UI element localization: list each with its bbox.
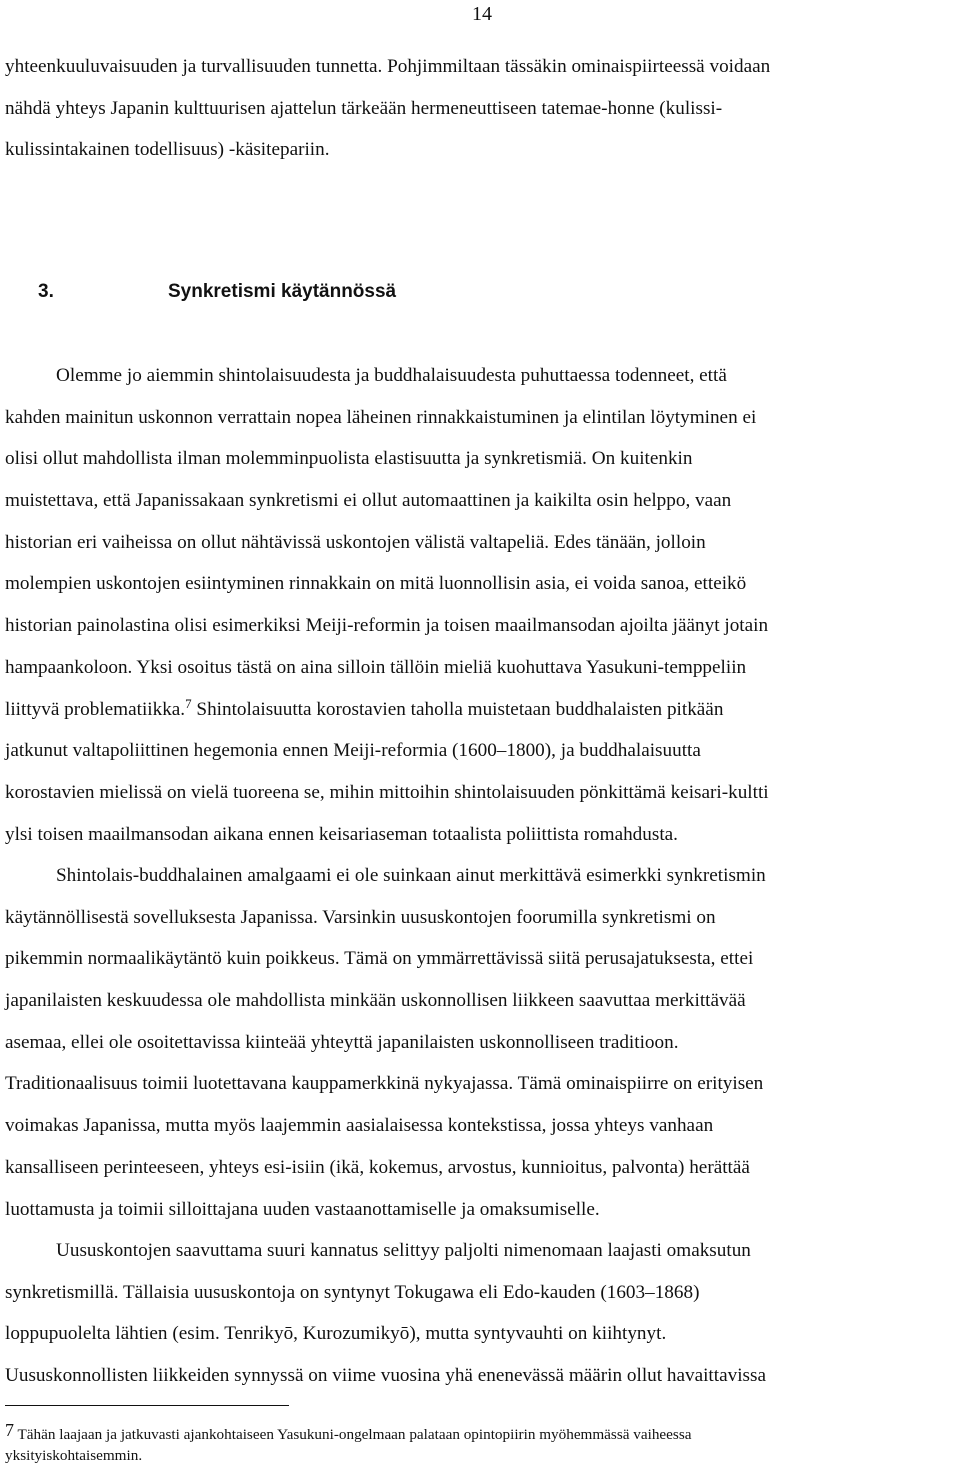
text-line: Uususkontojen saavuttama suuri kannatus selittyy paljolti nimenomaan laajasti omaksutun xyxy=(56,1240,751,1261)
text-line: Olemme jo aiemmin shintolaisuudesta ja buddhalaisuudesta puhuttaessa todenneet, että xyxy=(56,365,727,386)
footnote-mark: 7 xyxy=(5,1420,14,1440)
intro-paragraph xyxy=(5,46,960,171)
section-heading xyxy=(38,272,396,312)
text-line: käytännöllisestä sovelluksesta Japanissa. Varsinkin uususkontojen foorumilla synkretismi on xyxy=(5,906,716,928)
text-line: jatkunut valtapoliittinen hegemonia ennen Meiji-reformia (1600–1800), ja buddhalaisuutta xyxy=(5,740,701,762)
text-line: olisi ollut mahdollista ilman molemminpuolista elastisuutta ja synkretismiä. On kuitenkin xyxy=(5,448,693,470)
text-line: kahden mainitun uskonnon verrattain nopea läheinen rinnakkaistuminen ja elintilan löytyminen ei xyxy=(5,406,757,428)
text-line: historian painolastina olisi esimerkiksi Meiji-reformin ja toisen maailmansodan ajoilta jäänyt jotain xyxy=(5,615,769,637)
text-line: kulissintakainen todellisuus) -käsitepariin. xyxy=(5,139,330,161)
footnote-reference[interactable]: 7 xyxy=(185,695,192,711)
text-line: molempien uskontojen esiintyminen rinnakkain on mitä luonnollisin asia, ei voida sanoa, etteikö xyxy=(5,573,747,595)
text-line: voimakas Japanissa, mutta myös laajemmin aasialaisessa kontekstissa, jossa yhteys vanhaan xyxy=(5,1115,714,1137)
footnote-line xyxy=(5,1420,960,1445)
text-line-with-footnote-ref xyxy=(5,689,960,731)
footnote-line: yksityiskohtaisemmin. xyxy=(5,1447,143,1464)
text-line: japanilaisten keskuudessa ole mahdollista minkään uskonnollisen liikkeen saavuttaa merkittävää xyxy=(5,990,746,1012)
text-line: Traditionaalisuus toimii luotettavana kauppamerkkinä nykyajassa. Tämä ominaispiirre on erityisen xyxy=(5,1073,764,1095)
text-line: nähdä yhteys Japanin kulttuurisen ajattelun tärkeään hermeneuttiseen tatemae-honne (kulissi- xyxy=(5,97,723,119)
paragraph-2 xyxy=(5,855,960,1230)
text-line: Uususkonnollisten liikkeiden synnyssä on viime vuosina yhä enenevässä määrin ollut havaittavissa xyxy=(5,1365,766,1387)
text-line: historian eri vaiheissa on ollut nähtävissä uskontojen välistä valtapeliä. Edes tänään, jolloin xyxy=(5,531,706,553)
text-line: ylsi toisen maailmansodan aikana ennen keisariaseman totaalista poliittista romahdusta. xyxy=(5,823,678,845)
text-line: korostavien mielissä on vielä tuoreena se, mihin mittoihin shintolaisuuden pönkittämä keisari-kultti xyxy=(5,781,769,803)
paragraph-3 xyxy=(5,1230,960,1397)
section-title: Synkretismi käytännössä xyxy=(168,281,397,302)
text-line: kansalliseen perinteeseen, yhteys esi-isiin (ikä, kokemus, arvostus, kunnioitus, palvonta) herättää xyxy=(5,1156,750,1178)
text-line: synkretismillä. Tällaisia uususkontoja on syntynyt Tokugawa eli Edo-kauden (1603–1868) xyxy=(5,1281,700,1303)
text-line: pikemmin normaalikäytäntö kuin poikkeus. Tämä on ymmärrettävissä siitä perusajatuksesta, ettei xyxy=(5,948,754,970)
footnote xyxy=(5,1420,960,1466)
text-line: Shintolais-buddhalainen amalgaami ei ole suinkaan ainut merkittävä esimerkki synkretismin xyxy=(56,865,766,886)
text-segment: liittyvä problematiikka. xyxy=(5,698,186,720)
text-segment: Shintolaisuutta korostavien taholla muistetaan buddhalaisten pitkään xyxy=(191,698,724,720)
text-line: loppupuolelta lähtien (esim. Tenrikyō, Kurozumikyō), mutta syntyvauhti on kiihtynyt. xyxy=(5,1323,667,1345)
text-line: hampaankoloon. Yksi osoitus tästä on aina silloin tällöin mieliä kuohuttava Yasukuni-temppeliin xyxy=(5,656,747,678)
page-number: 14 xyxy=(472,3,492,25)
text-line: yhteenkuuluvaisuuden ja turvallisuuden tunnetta. Pohjimmiltaan tässäkin ominaispiirteessä voidaan xyxy=(5,56,771,77)
text-line: asemaa, ellei ole osoitettavissa kiinteää yhteyttä japanilaisten uskonnolliseen traditioon. xyxy=(5,1031,679,1053)
footnote-text: Tähän laajaan ja jatkuvasti ajankohtaiseen Yasukuni-ongelmaan palataan opintopiirin myöhemmässä vaiheessa xyxy=(14,1426,692,1443)
paragraph-1 xyxy=(5,355,960,855)
section-number: 3. xyxy=(38,281,54,302)
text-line: luottamusta ja toimii silloittajana uuden vastaanottamiselle ja omaksumiselle. xyxy=(5,1198,600,1220)
text-line: muistettava, että Japanissakaan synkretismi ei ollut automaattinen ja kaikilta osin helppo, vaan xyxy=(5,490,732,512)
footnote-separator xyxy=(5,1405,289,1406)
